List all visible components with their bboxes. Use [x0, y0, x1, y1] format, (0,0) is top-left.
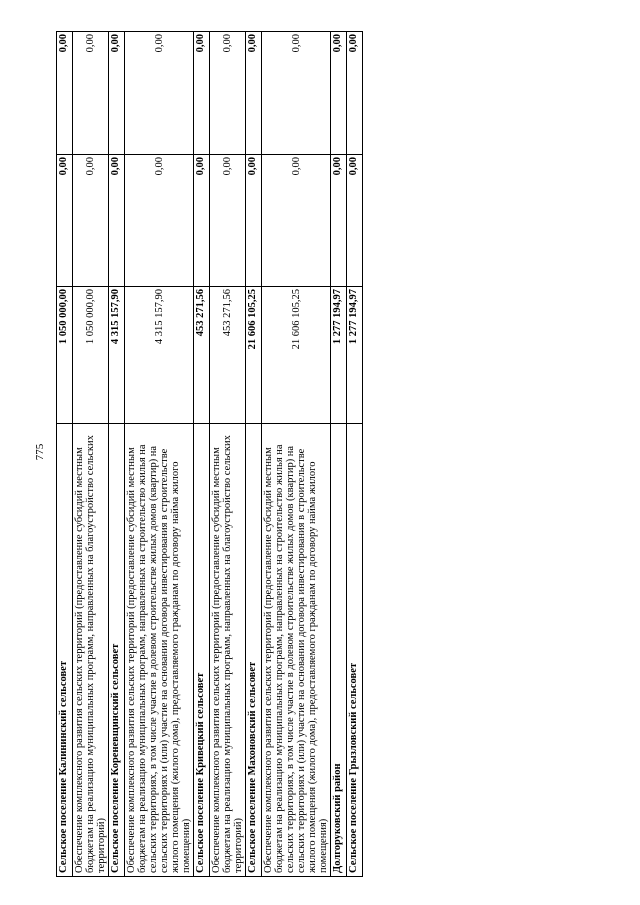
row-name: Сельское поселение Кореневщинский сельсовет	[109, 424, 125, 877]
page-number: 775	[34, 443, 46, 461]
row-value-2: 0,00	[194, 155, 210, 287]
row-name: Сельское поселение Грызловский сельсовет	[347, 424, 363, 877]
row-value-3: 0,00	[57, 32, 73, 155]
row-value-2: 0,00	[210, 155, 246, 287]
row-value-3: 0,00	[125, 32, 194, 155]
row-value-1: 1 277 194,97	[347, 287, 363, 424]
row-value-1: 1 277 194,97	[331, 287, 347, 424]
row-value-2: 0,00	[73, 155, 109, 287]
row-value-3: 0,00	[347, 32, 363, 155]
row-value-2: 0,00	[331, 155, 347, 287]
row-name: Сельское поселение Махоновский сельсовет	[246, 424, 262, 877]
row-value-2: 0,00	[262, 155, 331, 287]
row-name: Обеспечение комплексного развития сельских территорий (предоставление субсидий местным бюджетам на реализацию муниципальных программ, направленных на строительство жилья на сельских территориях, в том числе участие в долевом строительстве жилых домов (квартир) на сельских территориях и (или) участие на основании договора инвестирования в строительстве жилого помещения (жилого дома), предоставляемого гражданам по договору найма жилого помещения)	[125, 424, 194, 877]
row-name: Обеспечение комплексного развития сельских территорий (предоставление субсидий местным бюджетам на реализацию муниципальных программ, направленных на благоустройство сельских территорий)	[73, 424, 109, 877]
row-value-3: 0,00	[246, 32, 262, 155]
row-value-2: 0,00	[246, 155, 262, 287]
table-row	[125, 32, 194, 877]
row-value-3: 0,00	[210, 32, 246, 155]
table-row	[347, 32, 363, 877]
row-value-1: 4 315 157,90	[109, 287, 125, 424]
row-value-2: 0,00	[109, 155, 125, 287]
row-value-2: 0,00	[125, 155, 194, 287]
row-name: Сельское поселение Кривецкий сельсовет	[194, 424, 210, 877]
row-value-1: 453 271,56	[194, 287, 210, 424]
row-value-1: 1 050 000,00	[57, 287, 73, 424]
table-row	[246, 32, 262, 877]
row-value-3: 0,00	[331, 32, 347, 155]
budget-table	[56, 31, 363, 877]
table-row	[57, 32, 73, 877]
table-row	[73, 32, 109, 877]
table-row	[331, 32, 347, 877]
row-name: Обеспечение комплексного развития сельских территорий (предоставление субсидий местным бюджетам на реализацию муниципальных программ, направленных на благоустройство сельских территорий)	[210, 424, 246, 877]
row-name: Долгоруковский район	[331, 424, 347, 877]
row-value-1: 453 271,56	[210, 287, 246, 424]
row-value-3: 0,00	[262, 32, 331, 155]
rotated-table-container	[56, 32, 538, 877]
row-value-3: 0,00	[194, 32, 210, 155]
row-value-1: 4 315 157,90	[125, 287, 194, 424]
table-row	[109, 32, 125, 877]
table-row	[194, 32, 210, 877]
row-value-1: 1 050 000,00	[73, 287, 109, 424]
row-name: Обеспечение комплексного развития сельских территорий (предоставление субсидий местным бюджетам на реализацию муниципальных программ, направленных на строительство жилья на сельских территориях, в том числе участие в долевом строительстве жилых домов (квартир) на сельских территориях и (или) участие на основании договора инвестирования в строительстве жилого помещения (жилого дома), предоставляемого гражданам по договору найма жилого помещения)	[262, 424, 331, 877]
row-value-2: 0,00	[57, 155, 73, 287]
row-value-3: 0,00	[109, 32, 125, 155]
row-value-3: 0,00	[73, 32, 109, 155]
row-value-2: 0,00	[347, 155, 363, 287]
table-row	[262, 32, 331, 877]
row-value-1: 21 606 105,25	[246, 287, 262, 424]
row-name: Сельское поселение Калининский сельсовет	[57, 424, 73, 877]
table-row	[210, 32, 246, 877]
row-value-1: 21 606 105,25	[262, 287, 331, 424]
